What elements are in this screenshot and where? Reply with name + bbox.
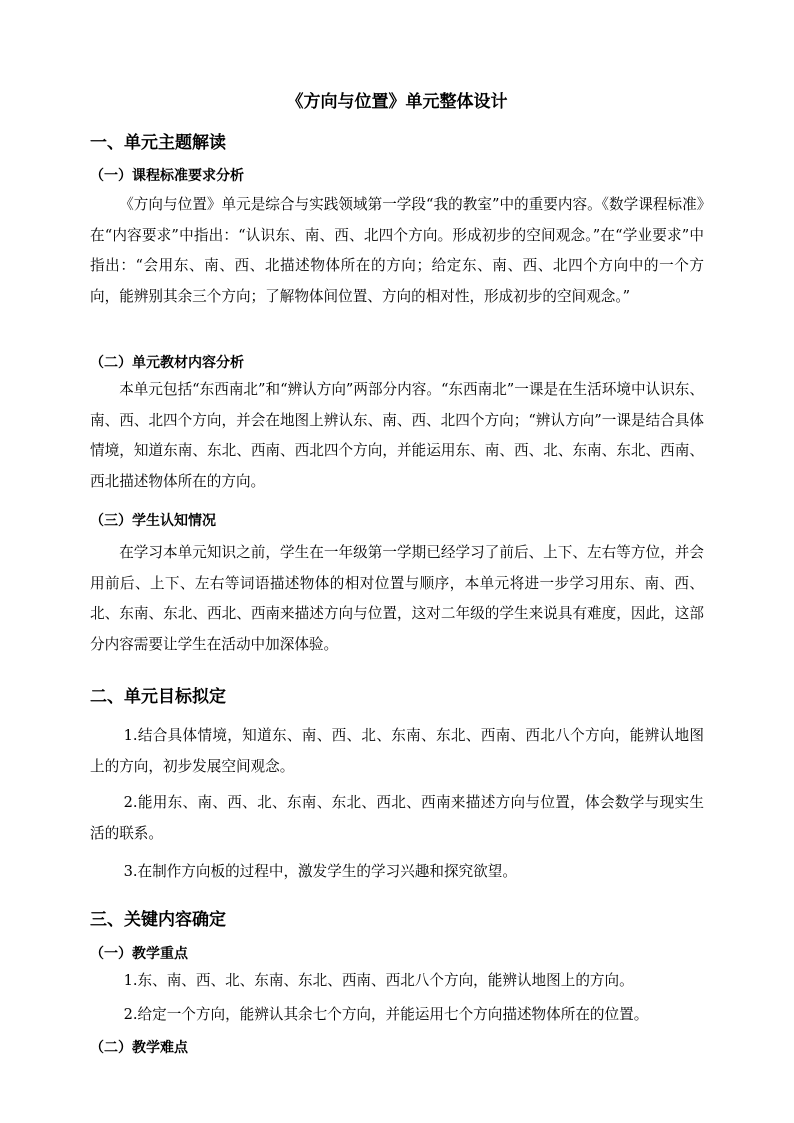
section-1-1-paragraph: 《方向与位置》单元是综合与实践领域第一学段“我的教室”中的重要内容。《数学课程标准》在“内容要求”中指出：“认识东、南、西、北四个方向。形成初步的空间观念。”在“学业要求”中指出：“会用东、南、西、北描述物体所在的方向；给定东、南、西、北四个方向中的一个方向，能辨别其余三个方向；了解物体间位置、方向的相对性，形成初步的空间观念。”: [90, 196, 704, 305]
key-point-item-1: 1.东、南、西、北、东南、东北、西南、西北八个方向，能辨认地图上的方向。: [123, 972, 634, 989]
section-1-2-paragraph: 本单元包括“东西南北”和“辨认方向”两部分内容。“东西南北”一课是在生活环境中认识东、南、西、北四个方向，并会在地图上辨认东、南、西、北四个方向；“辨认方向”一课是结合具体情境，知道东南、东北、西南、西北四个方向，并能运用东、南、西、北、东南、东北、西南、西北描述物体所在的方向。: [90, 381, 704, 490]
section-1-3-paragraph: 在学习本单元知识之前，学生在一年级第一学期已经学习了前后、上下、左右等方位，并会用前后、上下、左右等词语描述物体的相对位置与顺序，本单元将进一步学习用东、南、西、北、东南、东北、西北、西南来描述方向与位置，这对二年级的学生来说具有难度，因此，这部分内容需要让学生在活动中加深体验。: [90, 544, 704, 653]
section-1-1-heading: （一）课程标准要求分析: [90, 168, 244, 184]
section-1-3-heading: （三）学生认知情况: [90, 513, 216, 529]
section-2-heading: 二、单元目标拟定: [90, 687, 226, 707]
section-1-2-heading: （二）单元教材内容分析: [90, 355, 244, 371]
key-point-item-2: 2.给定一个方向，能辨认其余七个方向，并能运用七个方向描述物体所在的位置。: [123, 1006, 649, 1023]
section-3-heading: 三、关键内容确定: [90, 910, 226, 930]
goal-item-1: 1.结合具体情境，知道东、南、西、北、东南、东北、西南、西北八个方向，能辨认地图上的方向，初步发展空间观念。: [90, 727, 704, 775]
section-3-2-heading: （二）教学难点: [90, 1040, 188, 1056]
section-3-1-heading: （一）教学重点: [90, 946, 188, 962]
section-1-heading: 一、单元主题解读: [90, 133, 226, 153]
goal-item-3: 3.在制作方向板的过程中，激发学生的学习兴趣和探究欲望。: [123, 863, 517, 880]
document-title: 《方向与位置》单元整体设计: [286, 92, 508, 112]
goal-item-2: 2.能用东、南、西、北、东南、东北、西北、西南来描述方向与位置，体会数学与现实生活的联系。: [90, 794, 704, 842]
